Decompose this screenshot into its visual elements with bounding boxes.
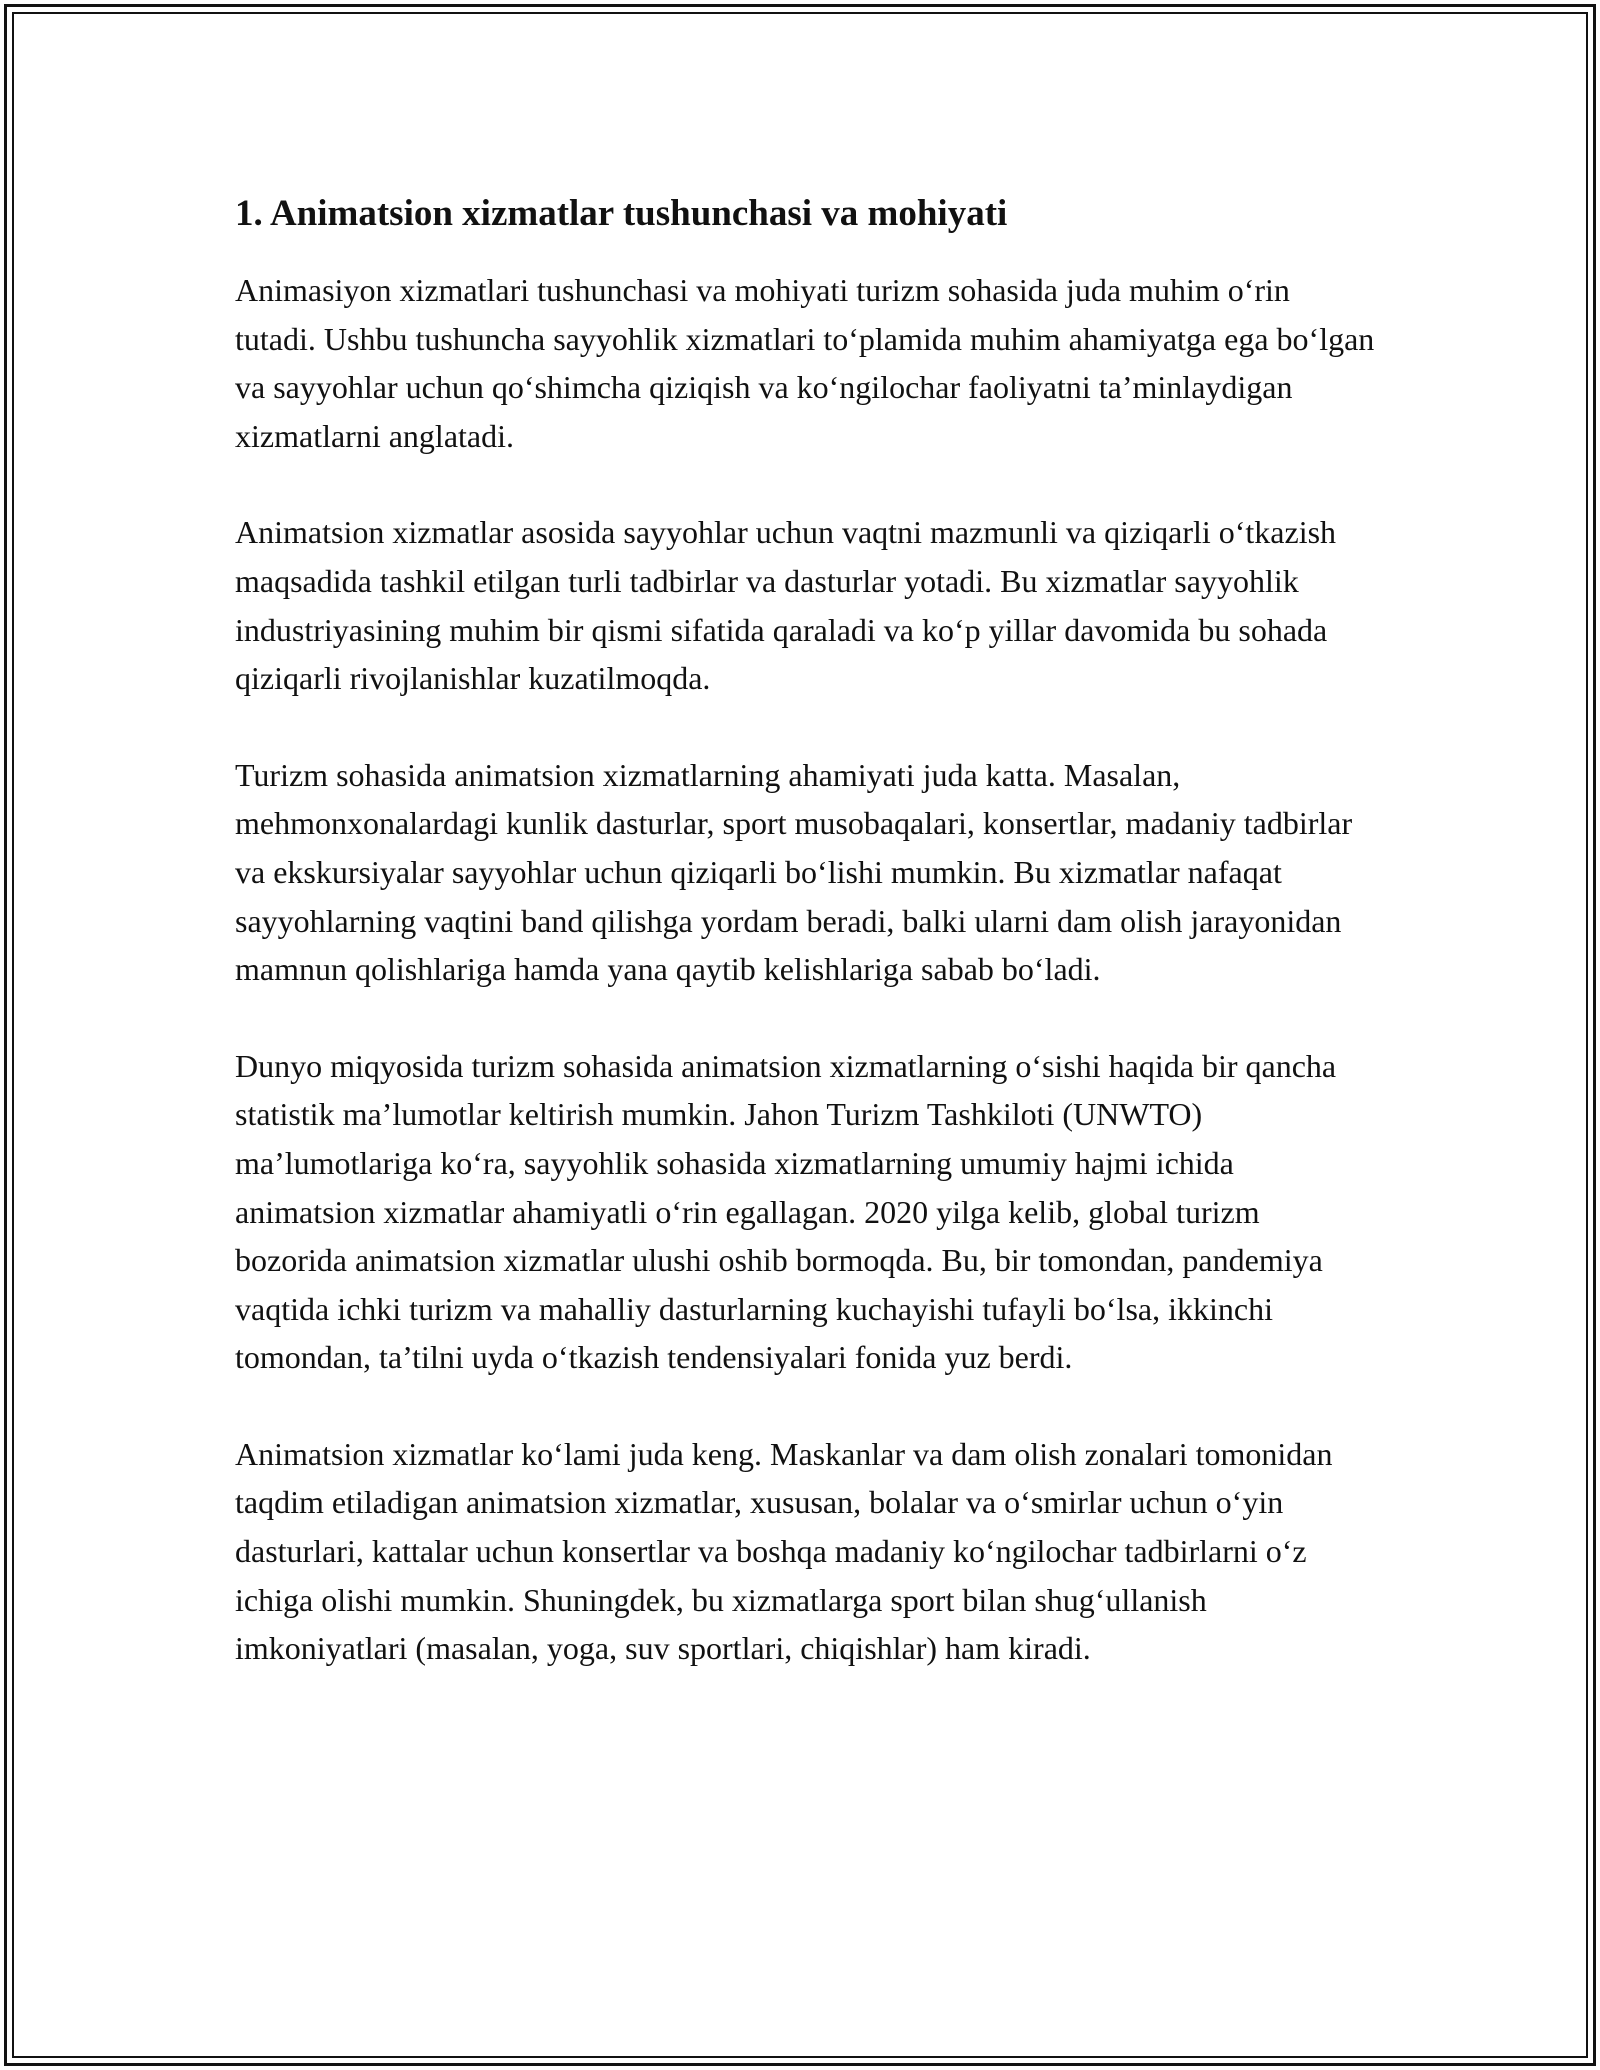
paragraph-5: Animatsion xizmatlar ko‘lami juda keng. Maskanlar va dam olish zonalari tomonidan taqdim etiladigan animatsion xizmatlar, xususan, bolalar va o‘smirlar uchun o‘yin dasturlari, kattalar uchun konsertlar va boshqa madaniy ko‘ngilochar tadbirlarni o‘z ichiga olishi mumkin. Shuningdek, bu xizmatlarga sport bilan shug‘ullanish imkoniyatlari (masalan, yoga, suv sportlari, chiqishlar) ham kiradi. [235, 1435, 1333, 1667]
paragraph-3: Turizm sohasida animatsion xizmatlarning ahamiyati juda katta. Masalan, mehmonxonalardagi kunlik dasturlar, sport musobaqalari, konsertlar, madaniy tadbirlar va ekskursiyalar sayyohlar uchun qiziqarli bo‘lishi mumkin. Bu xizmatlar nafaqat sayyohlarning vaqtini band qilishga yordam beradi, balki ularni dam olish jarayonidan mamnun qolishlariga hamda yana qaytib kelishlariga sabab bo‘ladi. [235, 756, 1353, 988]
paragraph-2: Animatsion xizmatlar asosida sayyohlar uchun vaqtni mazmunli va qiziqarli o‘tkazish maqsadida tashkil etilgan turli tadbirlar va dasturlar yotadi. Bu xizmatlar sayyohlik industriyasining muhim bir qismi sifatida qaraladi va ko‘p yillar davomida bu sohada qiziqarli rivojlanishlar kuzatilmoqda. [235, 514, 1337, 697]
paragraph-4: Dunyo miqyosida turizm sohasida animatsion xizmatlarning o‘sishi haqida bir qancha statistik ma’lumotlar keltirish mumkin. Jahon Turizm Tashkiloti (UNWTO) ma’lumotlariga ko‘ra, sayyohlik sohasida xizmatlarning umumiy hajmi ichida animatsion xizmatlar ahamiyatli o‘rin egallagan. 2020 yilga kelib, global turizm bozorida animatsion xizmatlar ulushi oshib bormoqda. Bu, bir tomondan, pandemiya vaqtida ichki turizm va mahalliy dasturlarning kuchayishi tufayli bo‘lsa, ikkinchi tomondan, ta’tilni uyda o‘tkazish tendensiyalari fonida yuz berdi. [235, 1047, 1337, 1376]
document-body [235, 188, 1375, 1721]
paragraph-1: Animasiyon xizmatlari tushunchasi va mohiyati turizm sohasida juda muhim o‘rin tutadi. Ushbu tushuncha sayyohlik xizmatlari to‘plamida muhim ahamiyatga ega bo‘lgan va sayyohlar uchun qo‘shimcha qiziqish va ko‘ngilochar faoliyatni ta’minlaydigan xizmatlarni anglatadi. [235, 272, 1375, 454]
section-heading: 1. Animatsion xizmatlar tushunchasi va mohiyati [235, 193, 1008, 234]
